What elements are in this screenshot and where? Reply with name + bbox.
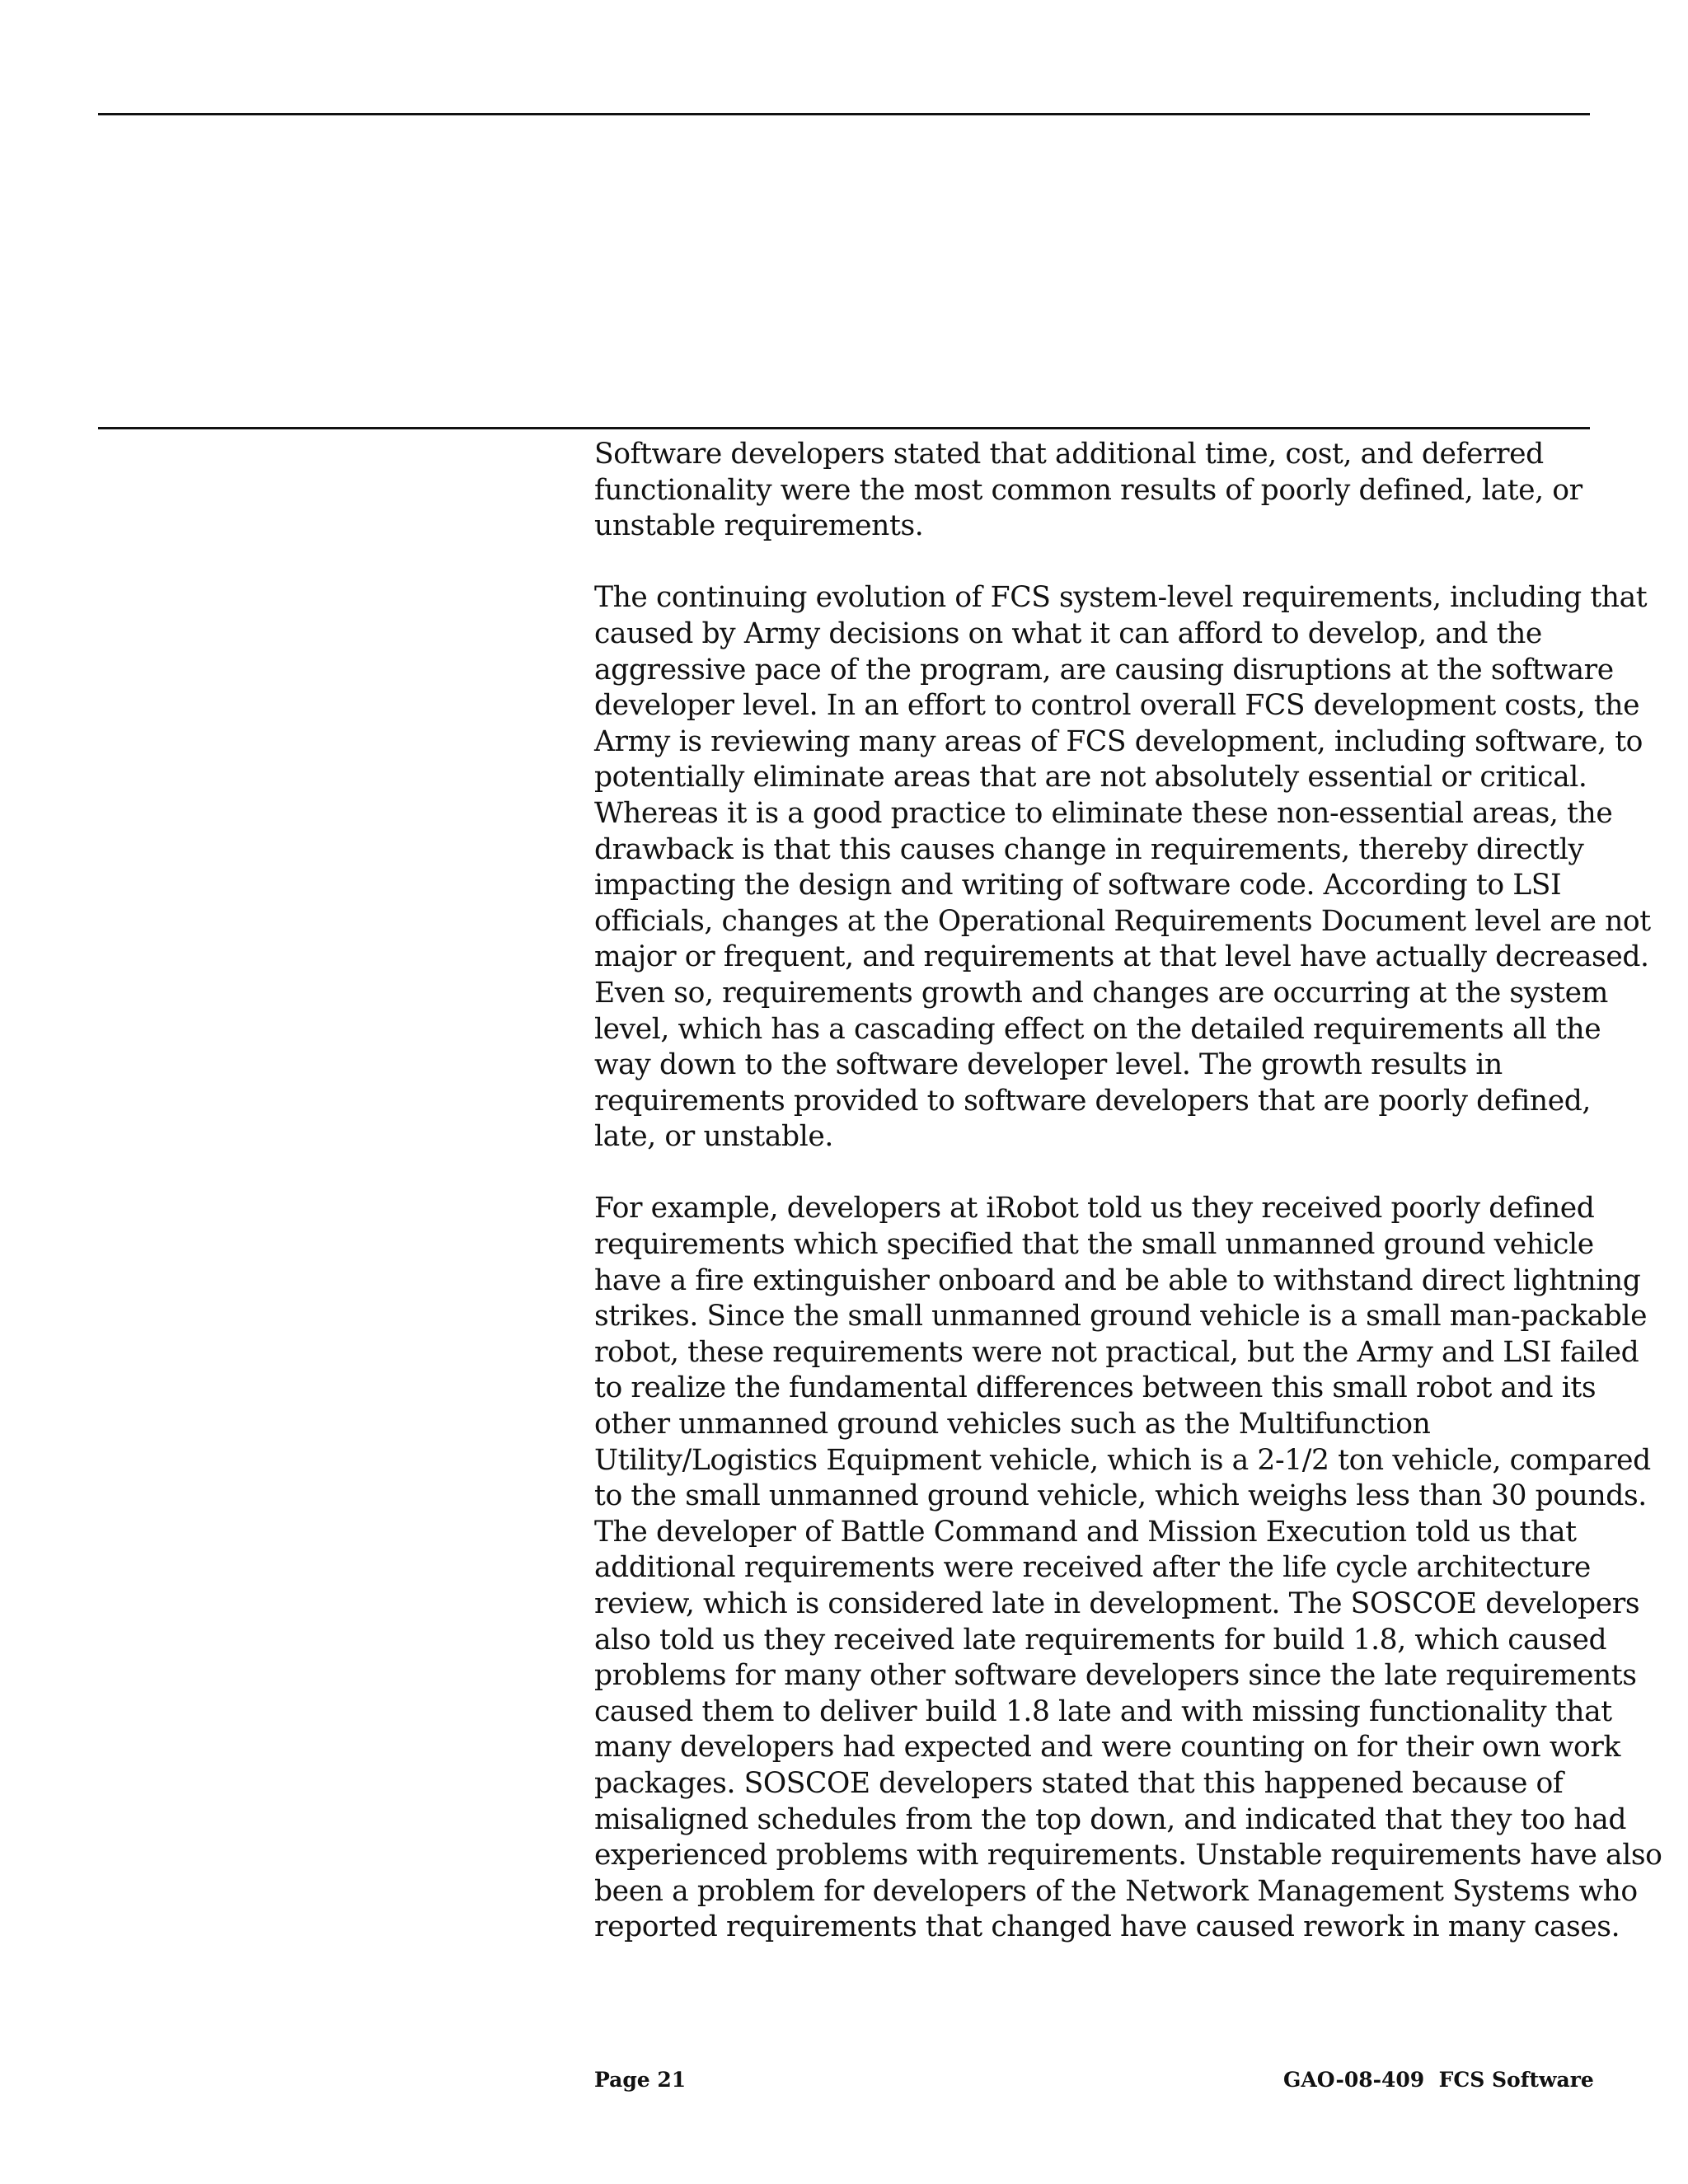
text-line: major or frequent, and requirements at that level have actually decreased. bbox=[594, 940, 1649, 974]
text-line: requirements provided to software developers that are poorly defined, bbox=[594, 1084, 1591, 1118]
text-line: additional requirements were received after the life cycle architecture bbox=[594, 1551, 1591, 1585]
text-line: been a problem for developers of the Network Management Systems who bbox=[594, 1874, 1638, 1908]
paragraph bbox=[594, 580, 1651, 1155]
text-line: experienced problems with requirements. Unstable requirements have also bbox=[594, 1839, 1662, 1872]
paragraph bbox=[594, 1191, 1662, 1945]
text-line: The continuing evolution of FCS system-level requirements, including that bbox=[594, 581, 1648, 615]
text-line: problems for many other software developers since the late requirements bbox=[594, 1659, 1637, 1693]
text-line: to realize the fundamental differences between this small robot and its bbox=[594, 1371, 1597, 1405]
text-line: caused by Army decisions on what it can afford to develop, and the bbox=[594, 616, 1542, 650]
text-line: For example, developers at iRobot told us they received poorly defined bbox=[594, 1192, 1595, 1226]
report-body bbox=[594, 437, 1662, 1982]
text-line: many developers had expected and were counting on for their own work bbox=[594, 1731, 1621, 1765]
text-line: reported requirements that changed have caused rework in many cases. bbox=[594, 1910, 1620, 1944]
text-line: robot, these requirements were not practical, but the Army and LSI failed bbox=[594, 1335, 1639, 1369]
text-line: to the small unmanned ground vehicle, which weighs less than 30 pounds. bbox=[594, 1479, 1647, 1513]
paragraph bbox=[594, 437, 1596, 545]
text-line: potentially eliminate areas that are not absolutely essential or critical. bbox=[594, 761, 1587, 794]
text-line: Even so, requirements growth and changes are occurring at the system bbox=[594, 976, 1608, 1010]
text-line: aggressive pace of the program, are causing disruptions at the software bbox=[594, 653, 1614, 687]
text-line: misaligned schedules from the top down, and indicated that they too had bbox=[594, 1802, 1627, 1836]
text-line: requirements which specified that the small unmanned ground vehicle bbox=[594, 1228, 1594, 1262]
text-line: impacting the design and writing of software code. According to LSI bbox=[594, 869, 1562, 902]
text-line: officials, changes at the Operational Requirements Document level are not bbox=[594, 904, 1651, 938]
text-line: Army is reviewing many areas of FCS development, including software, to bbox=[594, 724, 1643, 758]
text-line: way down to the software developer level. The growth results in bbox=[594, 1048, 1503, 1082]
text-line: Software developers stated that additional time, cost, and deferred bbox=[594, 438, 1544, 471]
text-line: late, or unstable. bbox=[594, 1120, 833, 1154]
text-line: Whereas it is a good practice to eliminate these non-essential areas, the bbox=[594, 796, 1613, 830]
text-line: caused them to deliver build 1.8 late and with missing functionality that bbox=[594, 1694, 1612, 1728]
header-rule-top bbox=[98, 113, 1590, 115]
text-line: level, which has a cascading effect on the detailed requirements all the bbox=[594, 1012, 1601, 1046]
text-line: developer level. In an effort to control overall FCS development costs, the bbox=[594, 689, 1640, 723]
text-line: functionality were the most common results of poorly defined, late, or bbox=[594, 473, 1582, 507]
text-line: review, which is considered late in development. The SOSCOE developers bbox=[594, 1587, 1640, 1620]
text-line: The developer of Battle Command and Mission Execution told us that bbox=[594, 1515, 1577, 1549]
report-identifier: GAO-08-409 FCS Software bbox=[1283, 2068, 1594, 2092]
text-line: strikes. Since the small unmanned ground vehicle is a small man-packable bbox=[594, 1300, 1648, 1333]
text-line: Utility/Logistics Equipment vehicle, which is a 2-1/2 ton vehicle, compared bbox=[594, 1443, 1651, 1477]
page-number: Page 21 bbox=[594, 2068, 687, 2092]
text-line: have a fire extinguisher onboard and be able to withstand direct lightning bbox=[594, 1263, 1641, 1297]
text-line: packages. SOSCOE developers stated that this happened because of bbox=[594, 1766, 1564, 1800]
text-line: other unmanned ground vehicles such as the Multifunction bbox=[594, 1408, 1431, 1441]
text-line: drawback is that this causes change in requirements, thereby directly bbox=[594, 832, 1584, 866]
text-line: unstable requirements. bbox=[594, 509, 924, 543]
text-line: also told us they received late requirements for build 1.8, which caused bbox=[594, 1623, 1607, 1657]
header-rule-bottom bbox=[98, 427, 1590, 429]
